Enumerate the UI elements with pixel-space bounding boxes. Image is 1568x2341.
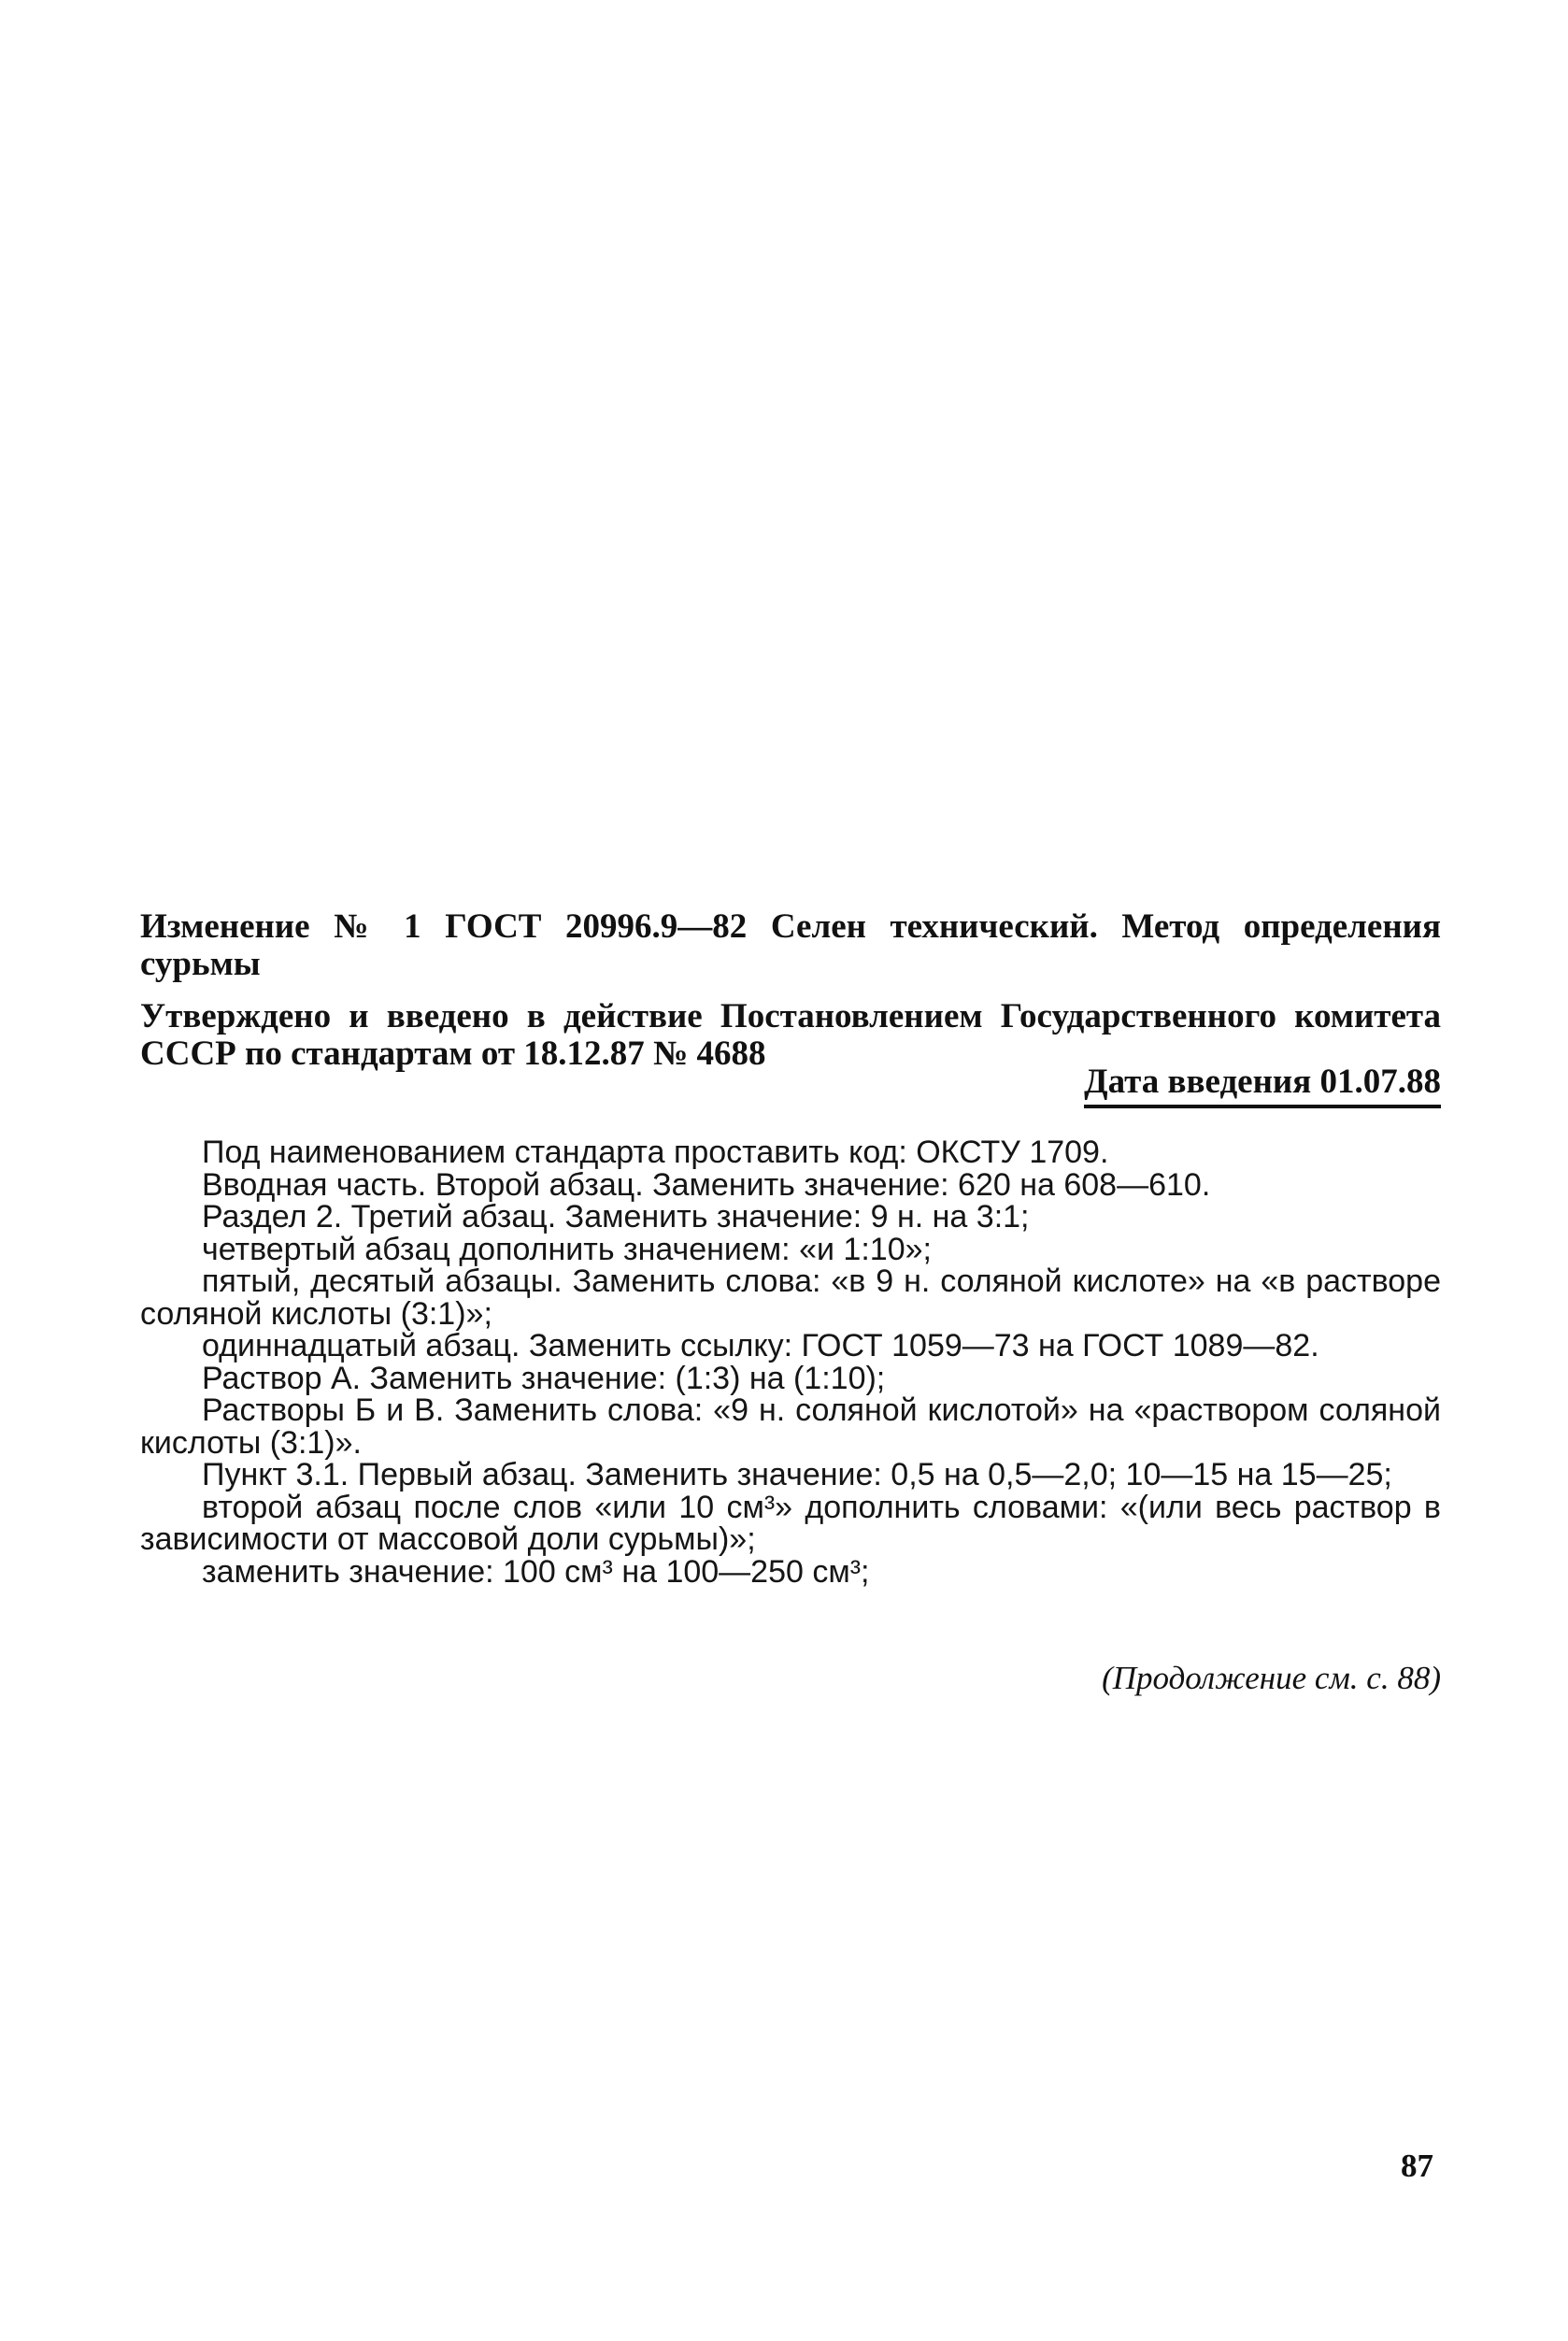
paragraph: Пункт 3.1. Первый абзац. Заменить значение: 0,5 на 0,5—2,0; 10—15 на 15—25; (202, 1457, 1392, 1492)
introduction-date: Дата введения 01.07.88 (1084, 1063, 1441, 1108)
paragraph: Растворы Б и В. Заменить слова: «9 н. соляной кислотой» на «раствором соляной кислоты (3:1)». (140, 1392, 1441, 1461)
paragraph: Раствор А. Заменить значение: (1:3) на (1:10); (202, 1360, 886, 1396)
paragraph: четвертый абзац дополнить значением: «и 1:10»; (202, 1231, 932, 1267)
paragraph: заменить значение: 100 см³ на 100—250 см³; (202, 1553, 870, 1590)
paragraph: второй абзац после слов «или 10 см³» дополнить словами: «(или весь раствор в зависимости от массовой доли сурьмы)»; (140, 1489, 1441, 1557)
paragraph: Вводная часть. Второй абзац. Заменить значение: 620 на 608—610. (202, 1166, 1211, 1203)
approval-statement: Утверждено и введено в действие Постановлением Государственного комитета СССР по стандартам от 18.12.87 № 4688 (140, 997, 1441, 1073)
paragraph: Под наименованием стандарта проставить код: ОКСТУ 1709. (202, 1135, 1109, 1170)
paragraph: пятый, десятый абзацы. Заменить слова: «в 9 н. соляной кислоте» на «в растворе соляной кислоты (3:1)»; (140, 1263, 1441, 1332)
page-number: 87 (1401, 2148, 1433, 2184)
amendment-title: Изменение № 1 ГОСТ 20996.9—82 Селен технический. Метод определения сурьмы (140, 907, 1441, 983)
amendment-body (140, 1136, 1441, 1588)
paragraph: одиннадцатый абзац. Заменить ссылку: ГОСТ 1059—73 на ГОСТ 1089—82. (202, 1328, 1319, 1363)
continuation-note: (Продолжение см. с. 88) (1102, 1660, 1441, 1696)
paragraph: Раздел 2. Третий абзац. Заменить значение: 9 н. на 3:1; (202, 1199, 1030, 1235)
